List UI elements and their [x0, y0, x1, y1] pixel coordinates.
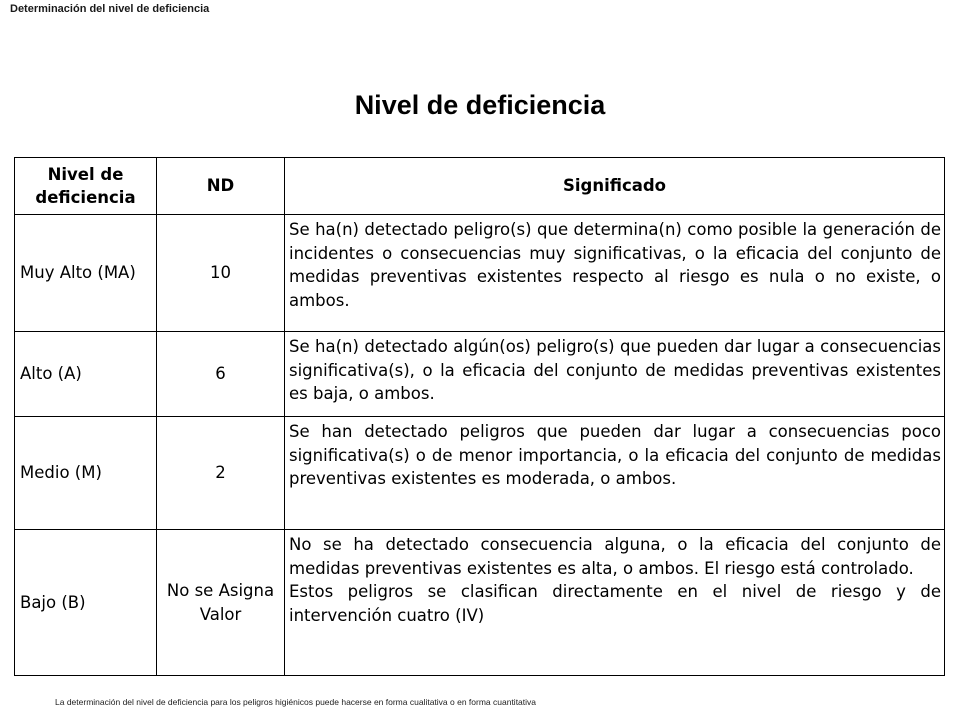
- table-row: [15, 215, 945, 332]
- meaning-cell: Se ha(n) detectado algún(os) peligro(s) que pueden dar lugar a consecuencias significativa(s), o la eficacia del conjunto de medidas preventivas existentes es baja, o ambos.: [285, 332, 945, 417]
- header-caption: Determinación del nivel de deficiencia: [10, 3, 210, 15]
- meaning-cell: Se ha(n) detectado peligro(s) que determina(n) como posible la generación de incidentes o consecuencias muy significativas, o la eficacia del conjunto de medidas preventivas existentes respecto al riesgo es nula o no existe, o ambos.: [285, 215, 945, 332]
- nd-cell: 6: [157, 332, 285, 417]
- meaning-cell: [285, 530, 945, 676]
- column-header-level: Nivel de deficiencia: [15, 158, 157, 215]
- column-header-nd: ND: [157, 158, 285, 215]
- table-header-row: [15, 158, 945, 215]
- deficiency-table: [14, 157, 945, 676]
- page-title: Nivel de deficiencia: [354, 90, 606, 120]
- meaning-paragraph: Estos peligros se clasifican directamente en el nivel de riesgo y de intervención cuatro (IV): [289, 582, 941, 625]
- footer-note: La determinación del nivel de deficiencia para los peligros higiénicos puede hacerse en forma cualitativa o en forma cuantitativa: [55, 697, 537, 707]
- deficiency-table-container: [14, 157, 945, 676]
- meaning-cell: Se han detectado peligros que pueden dar lugar a consecuencias poco significativa(s) o de menor importancia, o la eficacia del conjunto de medidas preventivas existentes es moderada, o ambos.: [285, 417, 945, 530]
- nd-cell: 2: [157, 417, 285, 530]
- column-header-meaning: Significado: [285, 158, 945, 215]
- nd-cell: No se Asigna Valor: [157, 530, 285, 676]
- table-row: [15, 417, 945, 530]
- meaning-paragraph: No se ha detectado consecuencia alguna, o la eficacia del conjunto de medidas preventivas existentes es alta, o ambos. El riesgo está controlado.: [289, 535, 941, 578]
- level-cell: Medio (M): [15, 417, 157, 530]
- level-cell: Muy Alto (MA): [15, 215, 157, 332]
- table-row: [15, 332, 945, 417]
- table-row: [15, 530, 945, 676]
- level-cell: Alto (A): [15, 332, 157, 417]
- nd-cell: 10: [157, 215, 285, 332]
- level-cell: Bajo (B): [15, 530, 157, 676]
